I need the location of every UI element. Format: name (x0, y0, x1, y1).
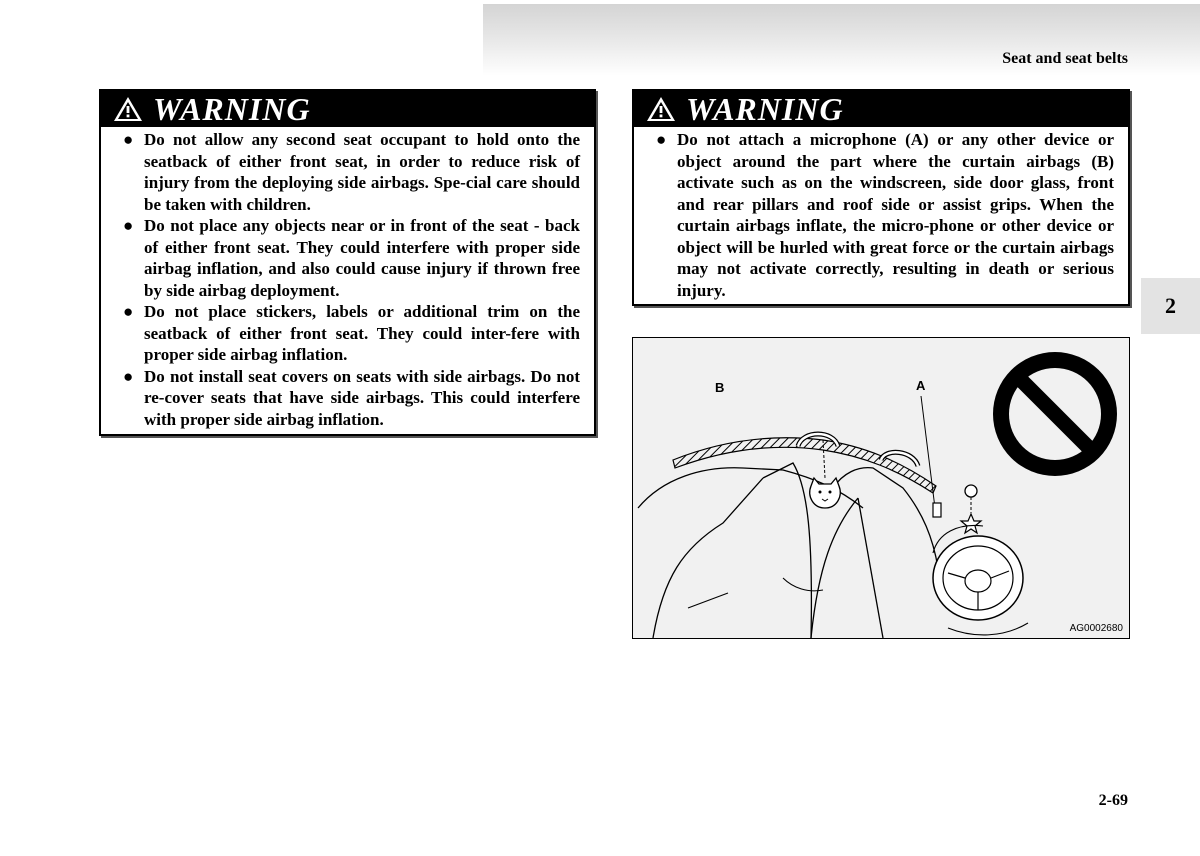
bullet-icon: ● (656, 130, 667, 149)
section-title: Seat and seat belts (1002, 50, 1128, 67)
list-item (123, 129, 580, 215)
warning-title: WARNING (153, 91, 311, 127)
curtain-airbag-illustration (632, 337, 1130, 639)
figure-label-b: B (715, 380, 725, 395)
figure-code: AG0002680 (1069, 623, 1123, 634)
figure-label-a: A (916, 378, 926, 393)
bullet-icon: ● (123, 216, 134, 235)
warning-header (634, 91, 1128, 127)
car-interior-drawing (633, 338, 1129, 638)
warning-list (634, 127, 1128, 305)
warning-title: WARNING (686, 91, 844, 127)
list-item-text: Do not allow any second seat occupant to hold onto the seatback of either front seat, in order to reduce risk of injury from the deploying side airbags. Spe-cial care should be taken with children. (144, 130, 580, 214)
warning-header (101, 91, 594, 127)
list-item-text: Do not install seat covers on seats with side airbags. Do not re-cover seats that have side airbags. This could interfere with proper side airbag inflation. (144, 366, 580, 429)
warning-list (101, 127, 594, 434)
list-item (123, 301, 580, 366)
page-number: 2-69 (1098, 792, 1128, 809)
list-item-text: Do not place any objects near or in front of the seat - back of either front seat. They could interfere with proper side airbag inflation, and also could cause injury if thrown free by side airbag deployment. (144, 216, 580, 300)
list-item (123, 366, 580, 431)
list-item (656, 129, 1114, 301)
list-item-text: Do not place stickers, labels or additional trim on the seatback of either front seat. They could inter-fere with proper side airbag inflation. (144, 302, 580, 364)
warning-box-right (632, 89, 1130, 306)
warning-box-left (99, 89, 596, 436)
bullet-icon: ● (123, 130, 134, 149)
chapter-tab: 2 (1141, 278, 1200, 334)
bullet-icon: ● (123, 302, 134, 321)
list-item-text: Do not attach a microphone (A) or any other device or object around the part where the curtain airbags (B) activate such as on the windscreen, side door glass, front and rear pillars and roof side or assist grips. When the curtain airbags inflate, the micro-phone or other device or object will be hurled with great force or the curtain airbags may not activate correctly, resulting in death or serious injury. (677, 130, 1114, 300)
warning-triangle-icon (113, 96, 143, 122)
warning-triangle-icon (646, 96, 676, 122)
list-item (123, 215, 580, 301)
bullet-icon: ● (123, 366, 134, 386)
